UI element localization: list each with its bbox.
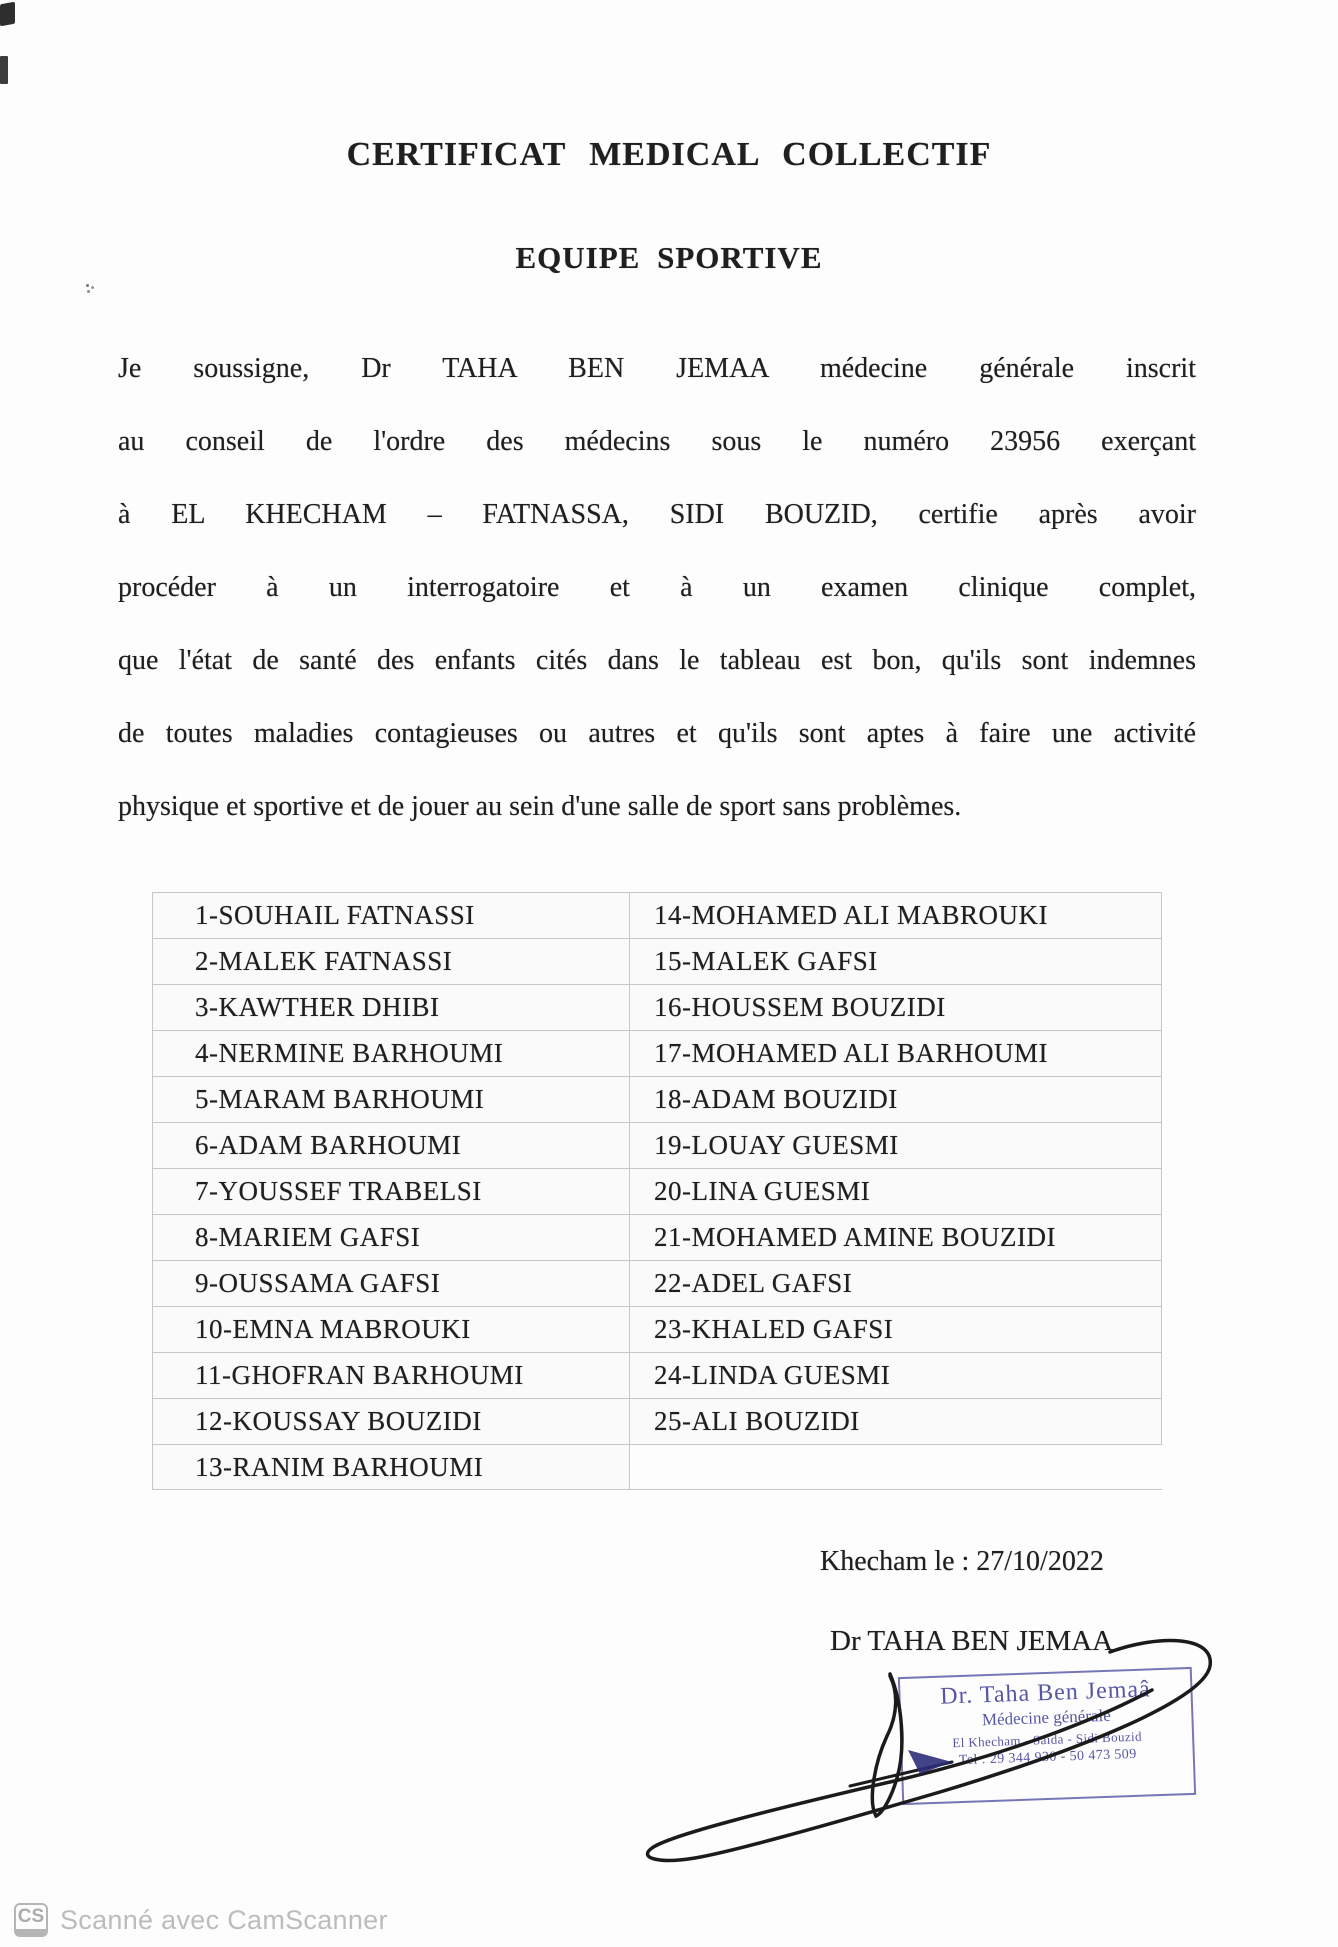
player-name-right: 19-LOUAY GUESMI (630, 1122, 1162, 1168)
player-name-left: 9-OUSSAMA GAFSI (152, 1260, 630, 1306)
player-name-left: 6-ADAM BARHOUMI (152, 1122, 630, 1168)
player-name-right: 17-MOHAMED ALI BARHOUMI (630, 1030, 1162, 1076)
player-name-right (630, 1444, 1162, 1490)
player-name-left: 13-RANIM BARHOUMI (152, 1444, 630, 1490)
player-name-left: 4-NERMINE BARHOUMI (152, 1030, 630, 1076)
doctor-stamp (898, 1667, 1196, 1805)
player-name-right: 15-MALEK GAFSI (630, 938, 1162, 984)
player-name-right: 21-MOHAMED AMINE BOUZIDI (630, 1214, 1162, 1260)
scan-artifact-edge (0, 56, 8, 84)
body-text-line: au conseil de l'ordre des médecins sous le numéro 23956 exerçant (118, 426, 1196, 457)
body-text-line: physique et sportive et de jouer au sein d'une salle de sport sans problèmes. (118, 791, 962, 822)
table-row (152, 1398, 1162, 1444)
body-text-line: procéder à un interrogatoire et à un examen clinique complet, (118, 572, 1196, 603)
table-row (152, 1260, 1162, 1306)
body-text-line: de toutes maladies contagieuses ou autres et qu'ils sont aptes à faire une activité (118, 718, 1196, 749)
table-row (152, 984, 1162, 1030)
table-row (152, 1030, 1162, 1076)
player-name-right: 24-LINDA GUESMI (630, 1352, 1162, 1398)
player-name-right: 18-ADAM BOUZIDI (630, 1076, 1162, 1122)
stamp-specialty: Médecine générale (981, 1705, 1112, 1730)
stamp-phone: Tel : 29 344 930 - 50 473 509 (958, 1746, 1137, 1769)
table-row (152, 1306, 1162, 1352)
table-row (152, 1444, 1162, 1490)
player-name-left: 3-KAWTHER DHIBI (152, 984, 630, 1030)
table-row (152, 892, 1162, 938)
player-name-right: 14-MOHAMED ALI MABROUKI (630, 892, 1162, 938)
camscanner-footer (14, 1898, 388, 1942)
camscanner-label: Scanné avec CamScanner (60, 1904, 388, 1935)
table-row (152, 938, 1162, 984)
date-line: Khecham le : 27/10/2022 (820, 1546, 1104, 1577)
table-row (152, 1076, 1162, 1122)
stamp-doctor-name: Dr. Taha Ben Jemaâ (939, 1676, 1152, 1710)
signatory-name: Dr TAHA BEN JEMAA (830, 1625, 1114, 1657)
document-title: CERTIFICAT MEDICAL COLLECTIF (346, 136, 992, 173)
table-row (152, 1352, 1162, 1398)
document-subtitle: EQUIPE SPORTIVE (515, 240, 823, 275)
scan-artifact-corner (0, 2, 15, 27)
player-name-right: 23-KHALED GAFSI (630, 1306, 1162, 1352)
table-row (152, 1214, 1162, 1260)
player-name-left: 12-KOUSSAY BOUZIDI (152, 1398, 630, 1444)
player-name-left: 2-MALEK FATNASSI (152, 938, 630, 984)
player-name-left: 10-EMNA MABROUKI (152, 1306, 630, 1352)
body-text-line: que l'état de santé des enfants cités dans le tableau est bon, qu'ils sont indemnes (118, 645, 1196, 676)
player-name-right: 20-LINA GUESMI (630, 1168, 1162, 1214)
table-row (152, 1122, 1162, 1168)
player-name-left: 5-MARAM BARHOUMI (152, 1076, 630, 1122)
players-table (152, 892, 1162, 1490)
table-row (152, 1168, 1162, 1214)
player-name-left: 1-SOUHAIL FATNASSI (152, 892, 630, 938)
player-name-right: 16-HOUSSEM BOUZIDI (630, 984, 1162, 1030)
body-text-line: Je soussigne, Dr TAHA BEN JEMAA médecine générale inscrit (118, 353, 1196, 384)
player-name-left: 11-GHOFRAN BARHOUMI (152, 1352, 630, 1398)
player-name-right: 22-ADEL GAFSI (630, 1260, 1162, 1306)
certificate-body (118, 332, 1196, 843)
player-name-left: 8-MARIEM GAFSI (152, 1214, 630, 1260)
player-name-left: 7-YOUSSEF TRABELSI (152, 1168, 630, 1214)
player-name-right: 25-ALI BOUZIDI (630, 1398, 1162, 1444)
camscanner-icon: CS (14, 1903, 48, 1937)
body-text-line: à EL KHECHAM – FATNASSA, SIDI BOUZID, certifie après avoir (118, 499, 1196, 530)
stamp-address: El Khecham - Saida - Sidi Bouzid (952, 1728, 1143, 1751)
scan-artifact-speck (86, 284, 89, 287)
